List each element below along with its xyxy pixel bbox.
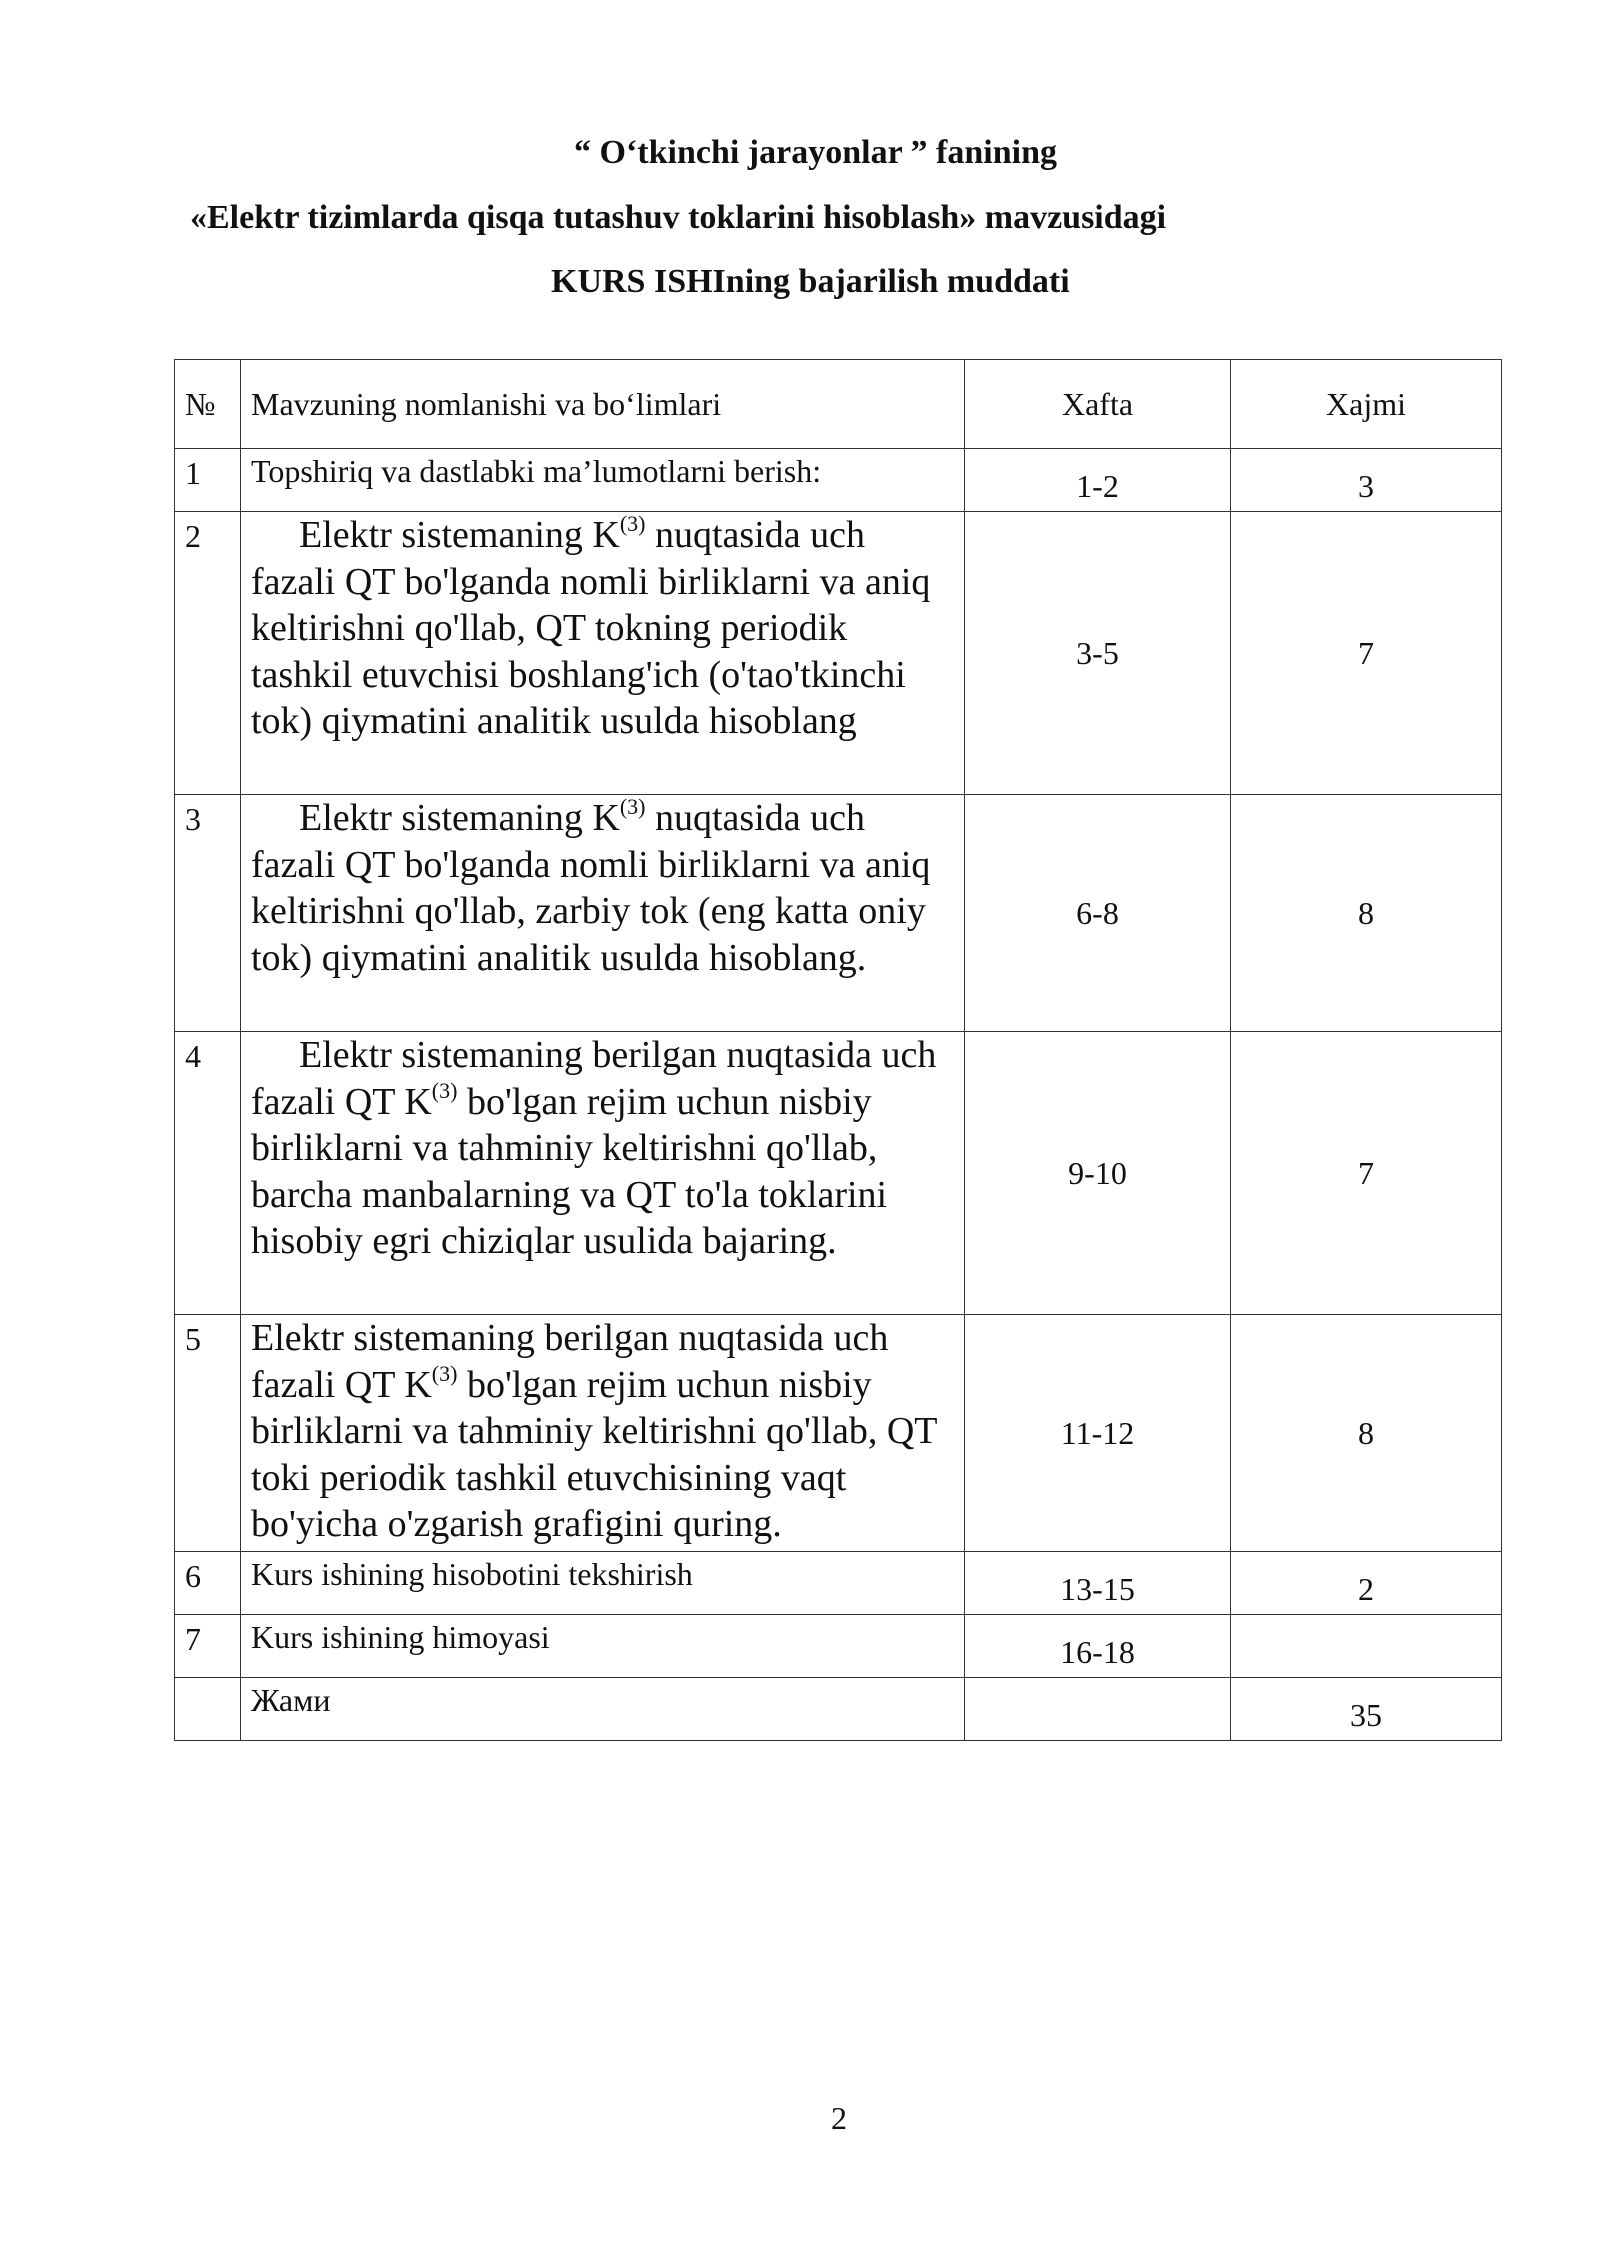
row-topic <box>241 1315 965 1552</box>
row-topic: Kurs ishining himoyasi <box>241 1615 965 1678</box>
row-topic <box>241 1032 965 1315</box>
row-week: 1-2 <box>965 449 1231 512</box>
row-volume: 8 <box>1231 1315 1502 1552</box>
row-number: 7 <box>175 1615 241 1678</box>
table-row <box>175 449 1502 512</box>
row-week: 9-10 <box>965 1032 1231 1315</box>
row-number <box>175 1678 241 1741</box>
row-week: 11-12 <box>965 1315 1231 1552</box>
schedule-table <box>174 359 1502 1741</box>
table-row <box>175 1032 1502 1315</box>
column-header-week: Xafta <box>965 360 1231 449</box>
row-week: 6-8 <box>965 795 1231 1032</box>
row-number: 1 <box>175 449 241 512</box>
row-topic-text-a: Elektr sistemaning K <box>299 797 620 839</box>
table-total-row <box>175 1678 1502 1741</box>
row-volume <box>1231 1615 1502 1678</box>
row-topic <box>241 512 965 795</box>
row-number: 3 <box>175 795 241 1032</box>
row-topic <box>241 795 965 1032</box>
row-topic-text-a: Elektr sistemaning berilgan nuqtasida uch fazali QT K <box>251 1034 937 1123</box>
table-row <box>175 1315 1502 1552</box>
column-header-topic: Mavzuning nomlanishi va bo‘limlari <box>241 360 965 449</box>
row-topic-superscript: (3) <box>619 511 646 537</box>
row-topic-text-b: nuqtasida uch fazali QT bo'lganda nomli birliklarni va aniq keltirishni qo'llab, zarbiy tok (eng katta oniy tok) qiymatini analitik usulda hisoblang. <box>251 797 931 979</box>
row-week: 3-5 <box>965 512 1231 795</box>
total-volume: 35 <box>1231 1678 1502 1741</box>
row-topic-superscript: (3) <box>431 1360 458 1386</box>
row-number: 5 <box>175 1315 241 1552</box>
row-topic-superscript: (3) <box>619 794 646 820</box>
row-topic-text-b: bo'lgan rejim uchun nisbiy birliklarni va tahminiy keltirishni qo'llab, barcha manbalarning va QT to'la toklarini hisobiy egri chiziqlar usulida bajaring. <box>251 1080 888 1262</box>
table-row <box>175 1615 1502 1678</box>
row-number: 6 <box>175 1552 241 1615</box>
row-number: 4 <box>175 1032 241 1315</box>
total-label: Жами <box>241 1678 965 1741</box>
page-number: 2 <box>831 2100 847 2136</box>
row-topic: Topshiriq va dastlabki ma’lumotlarni berish: <box>241 449 965 512</box>
row-volume: 8 <box>1231 795 1502 1032</box>
row-number: 2 <box>175 512 241 795</box>
row-volume: 3 <box>1231 449 1502 512</box>
row-volume: 2 <box>1231 1552 1502 1615</box>
column-header-number: № <box>175 360 241 449</box>
column-header-volume: Xajmi <box>1231 360 1502 449</box>
row-week: 16-18 <box>965 1615 1231 1678</box>
row-topic-text-a: Elektr sistemaning berilgan nuqtasida uch fazali QT K <box>251 1317 889 1406</box>
row-topic-text-b: bo'lgan rejim uchun nisbiy birliklarni va tahminiy keltirishni qo'llab, QT toki periodik tashkil etuvchisining vaqt bo'yicha o'zgarish grafigini quring. <box>251 1363 937 1545</box>
row-volume: 7 <box>1231 512 1502 795</box>
table-row <box>175 512 1502 795</box>
row-topic-text-b: nuqtasida uch fazali QT bo'lganda nomli birliklarni va aniq keltirishni qo'llab, QT tokning periodik tashkil etuvchisi boshlang'ich (o'tao'tkinchi tok) qiymatini analitik usulda hisoblang <box>251 514 931 742</box>
document-title-line2: «Elektr tizimlarda qisqa tutashuv toklarini hisoblash» mavzusidagi <box>190 199 1167 236</box>
row-week <box>965 1678 1231 1741</box>
row-topic: Kurs ishining hisobotini tekshirish <box>241 1552 965 1615</box>
table-header-row <box>175 360 1502 449</box>
document-title-line3: KURS ISHIning bajarilish muddati <box>551 263 1070 300</box>
row-topic-superscript: (3) <box>431 1077 458 1103</box>
document-title-line1: “ O‘tkinchi jarayonlar ” fanining <box>574 134 1057 171</box>
table-row <box>175 795 1502 1032</box>
table-row <box>175 1552 1502 1615</box>
row-volume: 7 <box>1231 1032 1502 1315</box>
row-week: 13-15 <box>965 1552 1231 1615</box>
row-topic-text-a: Elektr sistemaning K <box>299 514 620 556</box>
